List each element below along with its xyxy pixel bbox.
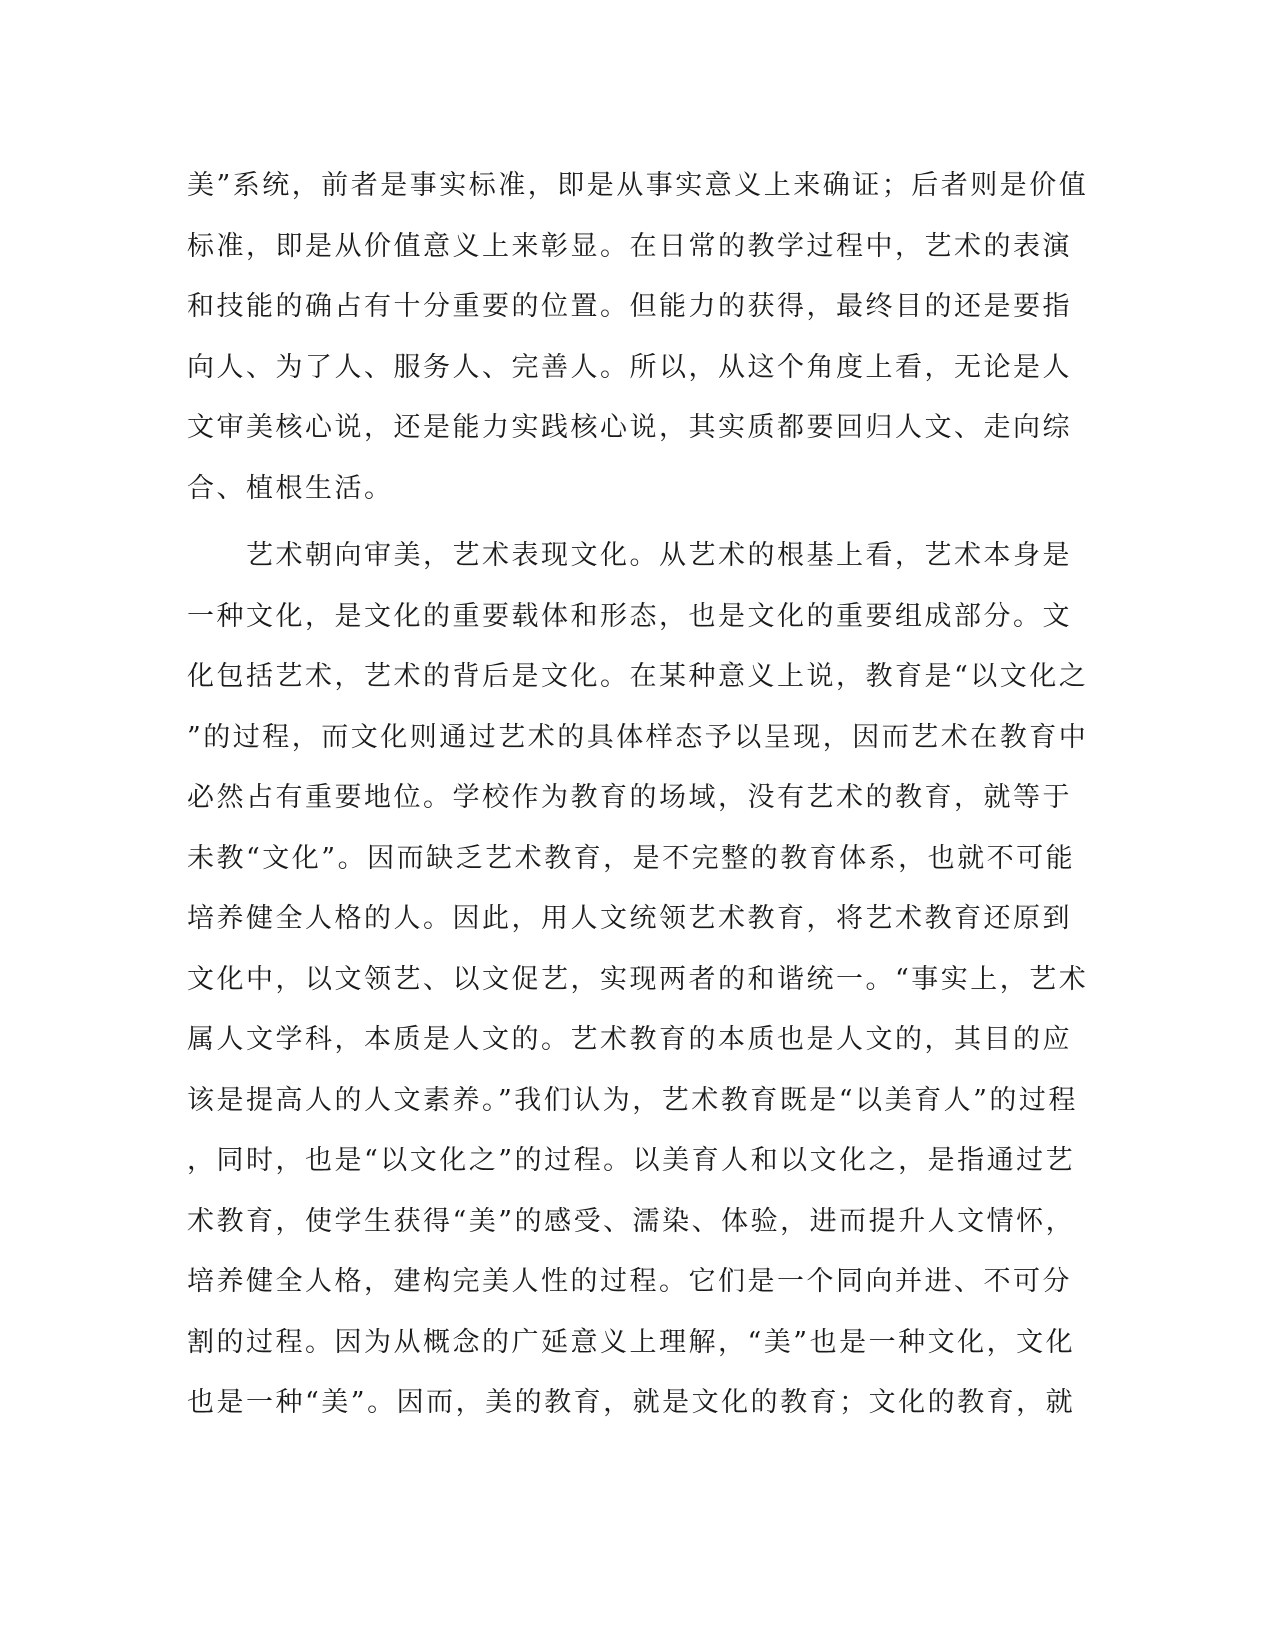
text-line: 和技能的确占有十分重要的位置。但能力的获得，最终目的还是要指 bbox=[187, 291, 1072, 322]
text-line: 也是一种“美”。因而，美的教育，就是文化的教育；文化的教育，就 bbox=[187, 1387, 1076, 1418]
text-line: 培养健全人格，建构完美人性的过程。它们是一个同向并进、不可分 bbox=[187, 1266, 1072, 1297]
text-line: 向人、为了人、服务人、完善人。所以，从这个角度上看，无论是人 bbox=[187, 351, 1072, 383]
text-line: ”的过程，而文化则通过艺术的具体样态予以呈现，因而艺术在教育中 bbox=[187, 721, 1089, 753]
text-line: 文审美核心说，还是能力实践核心说，其实质都要回归人文、走向综 bbox=[187, 412, 1072, 443]
text-line: 培养健全人格的人。因此，用人文统领艺术教育，将艺术教育还原到 bbox=[187, 903, 1072, 934]
text-line: 合、植根生活。 bbox=[187, 472, 394, 504]
text-line: 术教育，使学生获得“美”的感受、濡染、体验，进而提升人文情怀， bbox=[187, 1205, 1076, 1237]
text-line: 化包括艺术，艺术的背后是文化。在某种意义上说，教育是“以文化之 bbox=[187, 661, 1089, 692]
text-line: 必然占有重要地位。学校作为教育的场域，没有艺术的教育，就等于 bbox=[187, 782, 1072, 813]
text-line: 属人文学科，本质是人文的。艺术教育的本质也是人文的，其目的应 bbox=[187, 1024, 1072, 1055]
text-line: 一种文化，是文化的重要载体和形态，也是文化的重要组成部分。文 bbox=[187, 600, 1072, 632]
paragraph-2 bbox=[187, 526, 1087, 1434]
text-line: 标准，即是从价值意义上来彰显。在日常的教学过程中，艺术的表演 bbox=[187, 230, 1072, 262]
text-line: 未教“文化”。因而缺乏艺术教育，是不完整的教育体系，也就不可能 bbox=[187, 842, 1076, 874]
text-line: 该是提高人的人文素养。”我们认为，艺术教育既是“以美育人”的过程 bbox=[187, 1084, 1078, 1116]
text-line: 艺术朝向审美，艺术表现文化。从艺术的根基上看，艺术本身是 bbox=[187, 540, 1072, 571]
text-line: 割的过程。因为从概念的广延意义上理解，“美”也是一种文化，文化 bbox=[187, 1326, 1076, 1358]
text-line: 文化中，以文领艺、以文促艺，实现两者的和谐统一。“事实上，艺术 bbox=[187, 963, 1089, 995]
paragraph-1 bbox=[187, 156, 1087, 519]
text-line: 美”系统，前者是事实标准，即是从事实意义上来确证；后者则是价值 bbox=[187, 170, 1089, 201]
text-line: ，同时，也是“以文化之”的过程。以美育人和以文化之，是指通过艺 bbox=[187, 1145, 1076, 1176]
